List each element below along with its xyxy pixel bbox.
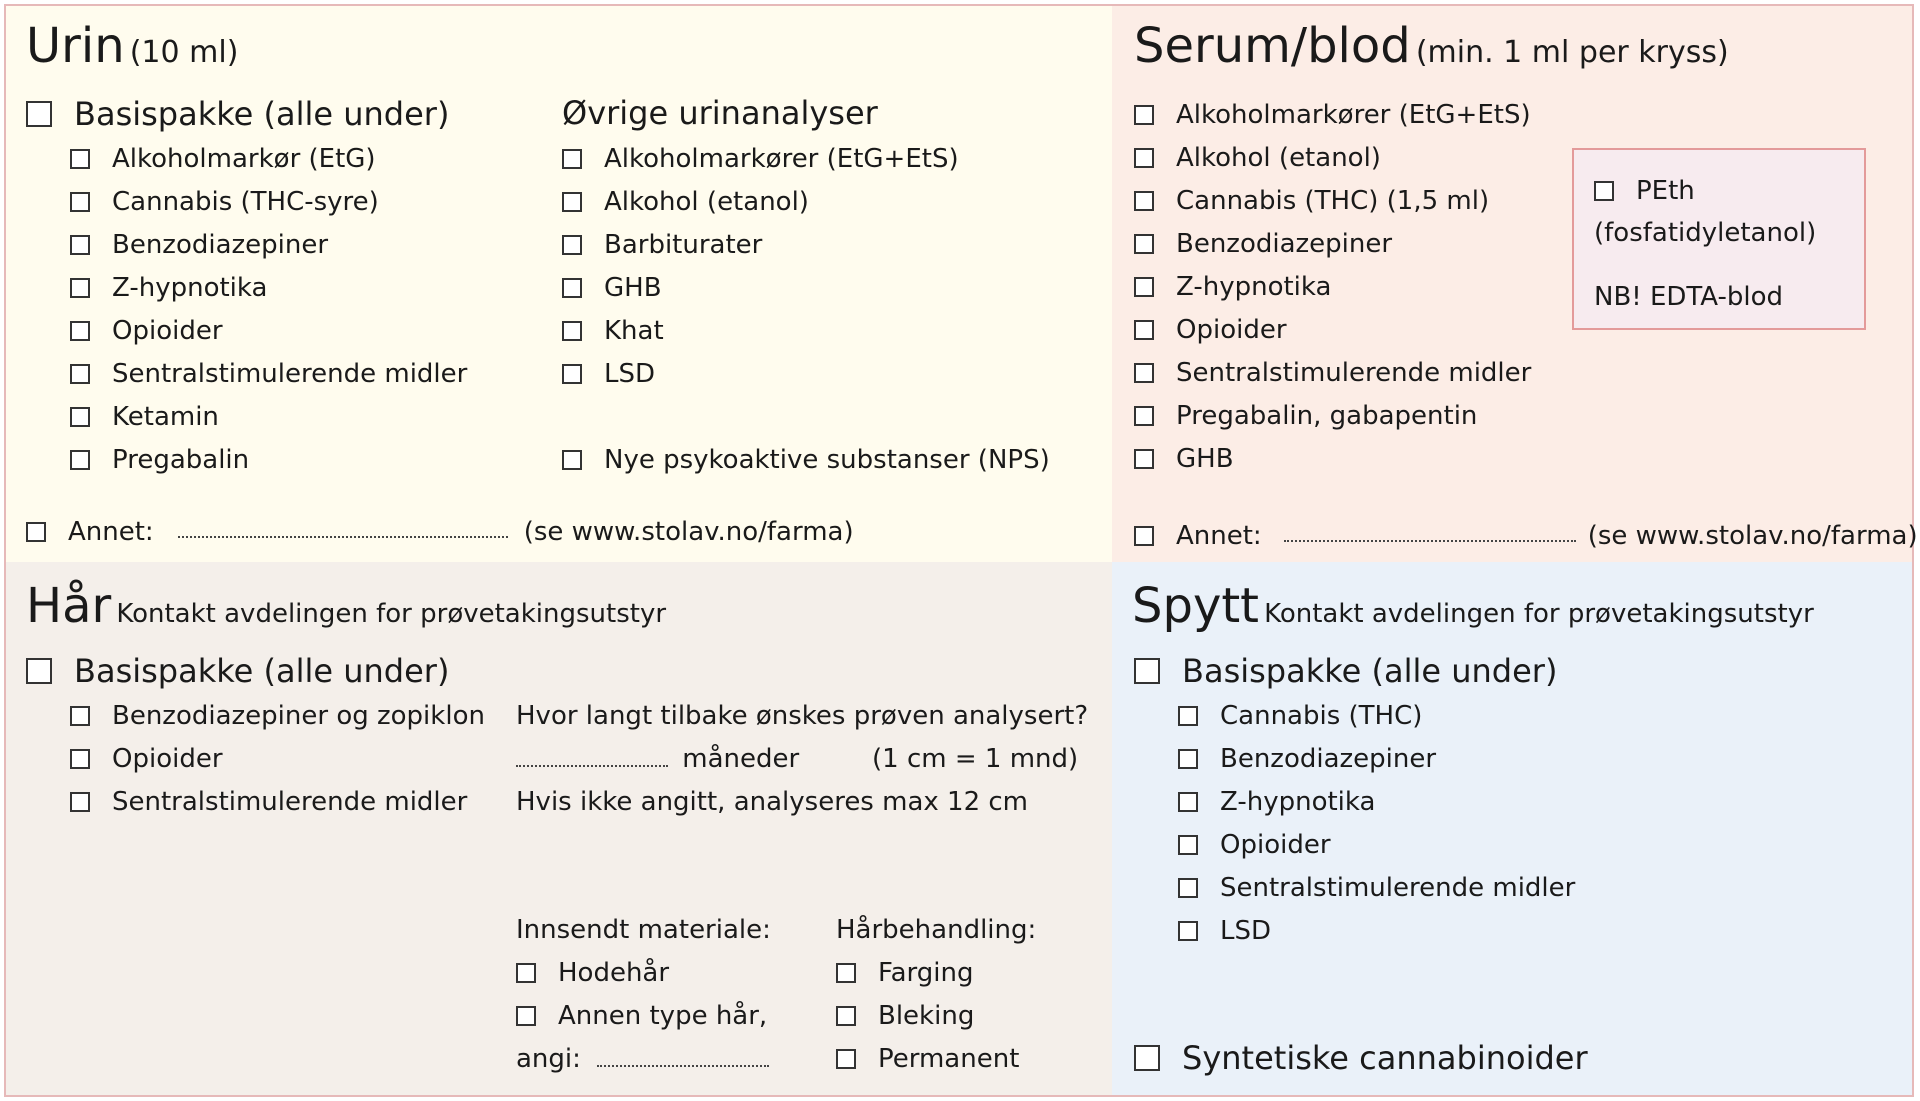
serum-item-label: Benzodiazepiner (1176, 229, 1393, 259)
spytt-basis-item[interactable] (1178, 828, 1331, 862)
checkbox[interactable] (1178, 835, 1198, 855)
urin-other-item[interactable] (562, 185, 809, 219)
spytt-title: Spytt (1132, 578, 1259, 634)
urin-nps-option[interactable] (562, 443, 1050, 477)
spytt-basis-item-label: Benzodiazepiner (1220, 744, 1437, 774)
serum-item[interactable] (1134, 141, 1381, 175)
haar-basis-item[interactable] (70, 699, 485, 733)
spytt-heading (1132, 578, 1814, 634)
checkbox[interactable] (26, 658, 52, 684)
checkbox[interactable] (70, 749, 90, 769)
urin-basis-item-label: Ketamin (112, 402, 219, 432)
urin-basis-item-label: Alkoholmarkør (EtG) (112, 144, 376, 174)
urin-basis-item[interactable] (70, 271, 267, 305)
checkbox[interactable] (1134, 191, 1154, 211)
checkbox[interactable] (70, 149, 90, 169)
serum-title: Serum/blod (1134, 18, 1411, 74)
spytt-basis-item[interactable] (1178, 914, 1271, 948)
checkbox[interactable] (70, 192, 90, 212)
haar-angi-label: angi: (516, 1044, 581, 1074)
urin-subtitle: (10 ml) (129, 35, 239, 70)
checkbox[interactable] (562, 450, 582, 470)
urin-basis-item-label: Sentralstimulerende midler (112, 359, 468, 389)
urin-basis-item-label: Pregabalin (112, 445, 250, 475)
haar-basis-item-label: Sentralstimulerende midler (112, 787, 468, 817)
serum-item-label: Cannabis (THC) (1,5 ml) (1176, 186, 1490, 216)
urin-other-item-label: Alkoholmarkører (EtG+EtS) (604, 144, 959, 174)
spytt-subtitle: Kontakt avdelingen for prøvetakingsutstyr (1264, 599, 1814, 629)
urin-annet-field[interactable] (178, 526, 508, 538)
haar-treatment-item-label: Farging (878, 958, 974, 988)
spytt-synth-option[interactable] (1134, 1038, 1588, 1078)
urin-annet-link: (se www.stolav.no/farma) (523, 517, 854, 547)
haar-treatment-heading: Hårbehandling: (836, 915, 1037, 945)
haar-treatment-item[interactable] (836, 999, 974, 1033)
urin-annet-label: Annet: (68, 517, 154, 547)
checkbox[interactable] (1134, 105, 1154, 125)
urin-other-item-label: LSD (604, 359, 656, 389)
checkbox[interactable] (562, 364, 582, 384)
spytt-basis-option[interactable] (1134, 651, 1557, 691)
urin-other-item-label: Alkohol (etanol) (604, 187, 809, 217)
urin-basis-item[interactable] (70, 443, 249, 477)
urin-other-item-label: Khat (604, 316, 664, 346)
checkbox[interactable] (1178, 878, 1198, 898)
haar-angi-row (516, 1042, 769, 1076)
haar-heading (26, 578, 667, 634)
checkbox[interactable] (1178, 921, 1198, 941)
serum-annet-row (1134, 519, 1918, 553)
serum-item-label: Pregabalin, gabapentin (1176, 401, 1478, 431)
urin-basis-label: Basispakke (alle under) (74, 95, 450, 133)
urin-other-heading: Øvrige urinanalyser (562, 94, 878, 132)
haar-title: Hår (26, 578, 112, 634)
urin-other-item[interactable] (562, 357, 655, 391)
haar-treatment-item[interactable] (836, 1042, 1019, 1076)
checkbox[interactable] (562, 321, 582, 341)
checkbox[interactable] (70, 278, 90, 298)
haar-basis-item-label: Opioider (112, 744, 223, 774)
checkbox[interactable] (1178, 749, 1198, 769)
checkbox[interactable] (70, 450, 90, 470)
checkbox[interactable] (1134, 277, 1154, 297)
serum-item-label: Sentralstimulerende midler (1176, 358, 1532, 388)
haar-months-row (516, 742, 799, 776)
haar-basis-item[interactable] (70, 742, 223, 776)
checkbox[interactable] (1134, 234, 1154, 254)
checkbox[interactable] (1134, 320, 1154, 340)
spytt-basis-item-label: Cannabis (THC) (1220, 701, 1423, 731)
serum-item-label: Opioider (1176, 315, 1287, 345)
spytt-basis-item[interactable] (1178, 871, 1575, 905)
urin-basis-option[interactable] (26, 94, 449, 134)
urin-basis-item-label: Z-hypnotika (112, 273, 268, 303)
haar-material-item[interactable] (516, 999, 767, 1033)
urin-basis-item-label: Cannabis (THC-syre) (112, 187, 379, 217)
haar-basis-item[interactable] (70, 785, 467, 819)
peth-option[interactable] (1594, 174, 1695, 208)
checkbox[interactable] (516, 963, 536, 983)
haar-material-item-label: Hodehår (558, 958, 670, 988)
urin-basis-item[interactable] (70, 185, 379, 219)
checkbox[interactable] (1134, 658, 1160, 684)
checkbox[interactable] (562, 235, 582, 255)
checkbox[interactable] (70, 407, 90, 427)
haar-material-item-label: Annen type hår, (558, 1001, 768, 1031)
urin-other-item-label: Barbiturater (604, 230, 763, 260)
haar-material-item[interactable] (516, 956, 669, 990)
peth-sublabel: (fosfatidyletanol) (1594, 218, 1817, 248)
checkbox[interactable] (70, 235, 90, 255)
checkbox[interactable] (70, 364, 90, 384)
checkbox[interactable] (562, 278, 582, 298)
serum-item[interactable] (1134, 356, 1531, 390)
serum-item[interactable] (1134, 184, 1489, 218)
urin-basis-item[interactable] (70, 314, 223, 348)
urin-basis-item[interactable] (70, 357, 467, 391)
serum-annet-link: (se www.stolav.no/farma) (1587, 521, 1918, 551)
urin-basis-item[interactable] (70, 400, 219, 434)
serum-item-label: Alkoholmarkører (EtG+EtS) (1176, 100, 1531, 130)
urin-basis-item-label: Benzodiazepiner (112, 230, 329, 260)
checkbox[interactable] (1178, 706, 1198, 726)
haar-treatment-item-label: Permanent (878, 1044, 1020, 1074)
haar-subtitle: Kontakt avdelingen for prøvetakingsutstyr (116, 599, 667, 629)
spytt-basis-item[interactable] (1178, 785, 1375, 819)
spytt-synth-label: Syntetiske cannabinoider (1182, 1039, 1588, 1077)
checkbox[interactable] (1594, 181, 1614, 201)
checkbox[interactable] (836, 1006, 856, 1026)
checkbox[interactable] (562, 149, 582, 169)
haar-material-heading: Innsendt materiale: (516, 915, 771, 945)
serum-item[interactable] (1134, 98, 1531, 132)
checkbox[interactable] (1134, 526, 1154, 546)
checkbox[interactable] (70, 792, 90, 812)
spytt-basis-item-label: Z-hypnotika (1220, 787, 1376, 817)
urin-basis-item[interactable] (70, 228, 328, 262)
serum-item-label: Alkohol (etanol) (1176, 143, 1381, 173)
urin-other-item[interactable] (562, 271, 662, 305)
urin-basis-item[interactable] (70, 142, 376, 176)
serum-item[interactable] (1134, 313, 1287, 347)
haar-section (6, 562, 1112, 1095)
checkbox[interactable] (1134, 406, 1154, 426)
checkbox[interactable] (70, 321, 90, 341)
haar-basis-option[interactable] (26, 651, 449, 691)
spytt-basis-item-label: Opioider (1220, 830, 1331, 860)
haar-question: Hvor langt tilbake ønskes prøven analysert? (516, 701, 1089, 731)
peth-label: PEth (1636, 176, 1695, 206)
serum-item[interactable] (1134, 399, 1477, 433)
serum-item[interactable] (1134, 442, 1234, 476)
serum-item-label: Z-hypnotika (1176, 272, 1332, 302)
haar-months-note: (1 cm = 1 mnd) (872, 744, 1079, 774)
spytt-basis-item[interactable] (1178, 742, 1436, 776)
serum-heading (1134, 18, 1729, 74)
checkbox[interactable] (26, 101, 52, 127)
urin-basis-item-label: Opioider (112, 316, 223, 346)
peth-box (1572, 148, 1866, 330)
serum-subtitle: (min. 1 ml per kryss) (1415, 35, 1729, 70)
urin-other-item-label: GHB (604, 273, 662, 303)
haar-default-note: Hvis ikke angitt, analyseres max 12 cm (516, 787, 1029, 817)
checkbox[interactable] (26, 522, 46, 542)
checkbox[interactable] (70, 706, 90, 726)
urin-heading (26, 18, 239, 74)
serum-annet-label: Annet: (1176, 521, 1262, 551)
serum-annet-field[interactable] (1284, 530, 1576, 542)
checkbox[interactable] (836, 1049, 856, 1069)
haar-basis-label: Basispakke (alle under) (74, 652, 450, 690)
urin-other-item[interactable] (562, 142, 959, 176)
urin-annet-row (26, 515, 854, 549)
peth-note: NB! EDTA-blod (1594, 282, 1784, 312)
urin-nps-label: Nye psykoaktive substanser (NPS) (604, 445, 1050, 475)
haar-basis-item-label: Benzodiazepiner og zopiklon (112, 701, 485, 731)
urin-title: Urin (26, 18, 125, 74)
checkbox[interactable] (1178, 792, 1198, 812)
urin-section (6, 6, 1112, 562)
serum-item[interactable] (1134, 227, 1392, 261)
haar-angi-field[interactable] (597, 1055, 769, 1067)
haar-treatment-item[interactable] (836, 956, 973, 990)
checkbox[interactable] (836, 963, 856, 983)
haar-months-field[interactable] (516, 755, 668, 767)
analysis-request-form (4, 4, 1918, 1097)
serum-item-label: GHB (1176, 444, 1234, 474)
spytt-basis-label: Basispakke (alle under) (1182, 652, 1558, 690)
spytt-basis-item-label: Sentralstimulerende midler (1220, 873, 1576, 903)
spytt-basis-item-label: LSD (1220, 916, 1272, 946)
spytt-basis-item[interactable] (1178, 699, 1422, 733)
checkbox[interactable] (516, 1006, 536, 1026)
haar-months-label: måneder (682, 744, 800, 774)
spytt-section (1112, 562, 1912, 1095)
urin-other-item[interactable] (562, 228, 762, 262)
checkbox[interactable] (1134, 1045, 1160, 1071)
haar-treatment-item-label: Bleking (878, 1001, 975, 1031)
checkbox[interactable] (1134, 148, 1154, 168)
checkbox[interactable] (562, 192, 582, 212)
urin-other-item[interactable] (562, 314, 664, 348)
serum-item[interactable] (1134, 270, 1331, 304)
checkbox[interactable] (1134, 449, 1154, 469)
checkbox[interactable] (1134, 363, 1154, 383)
